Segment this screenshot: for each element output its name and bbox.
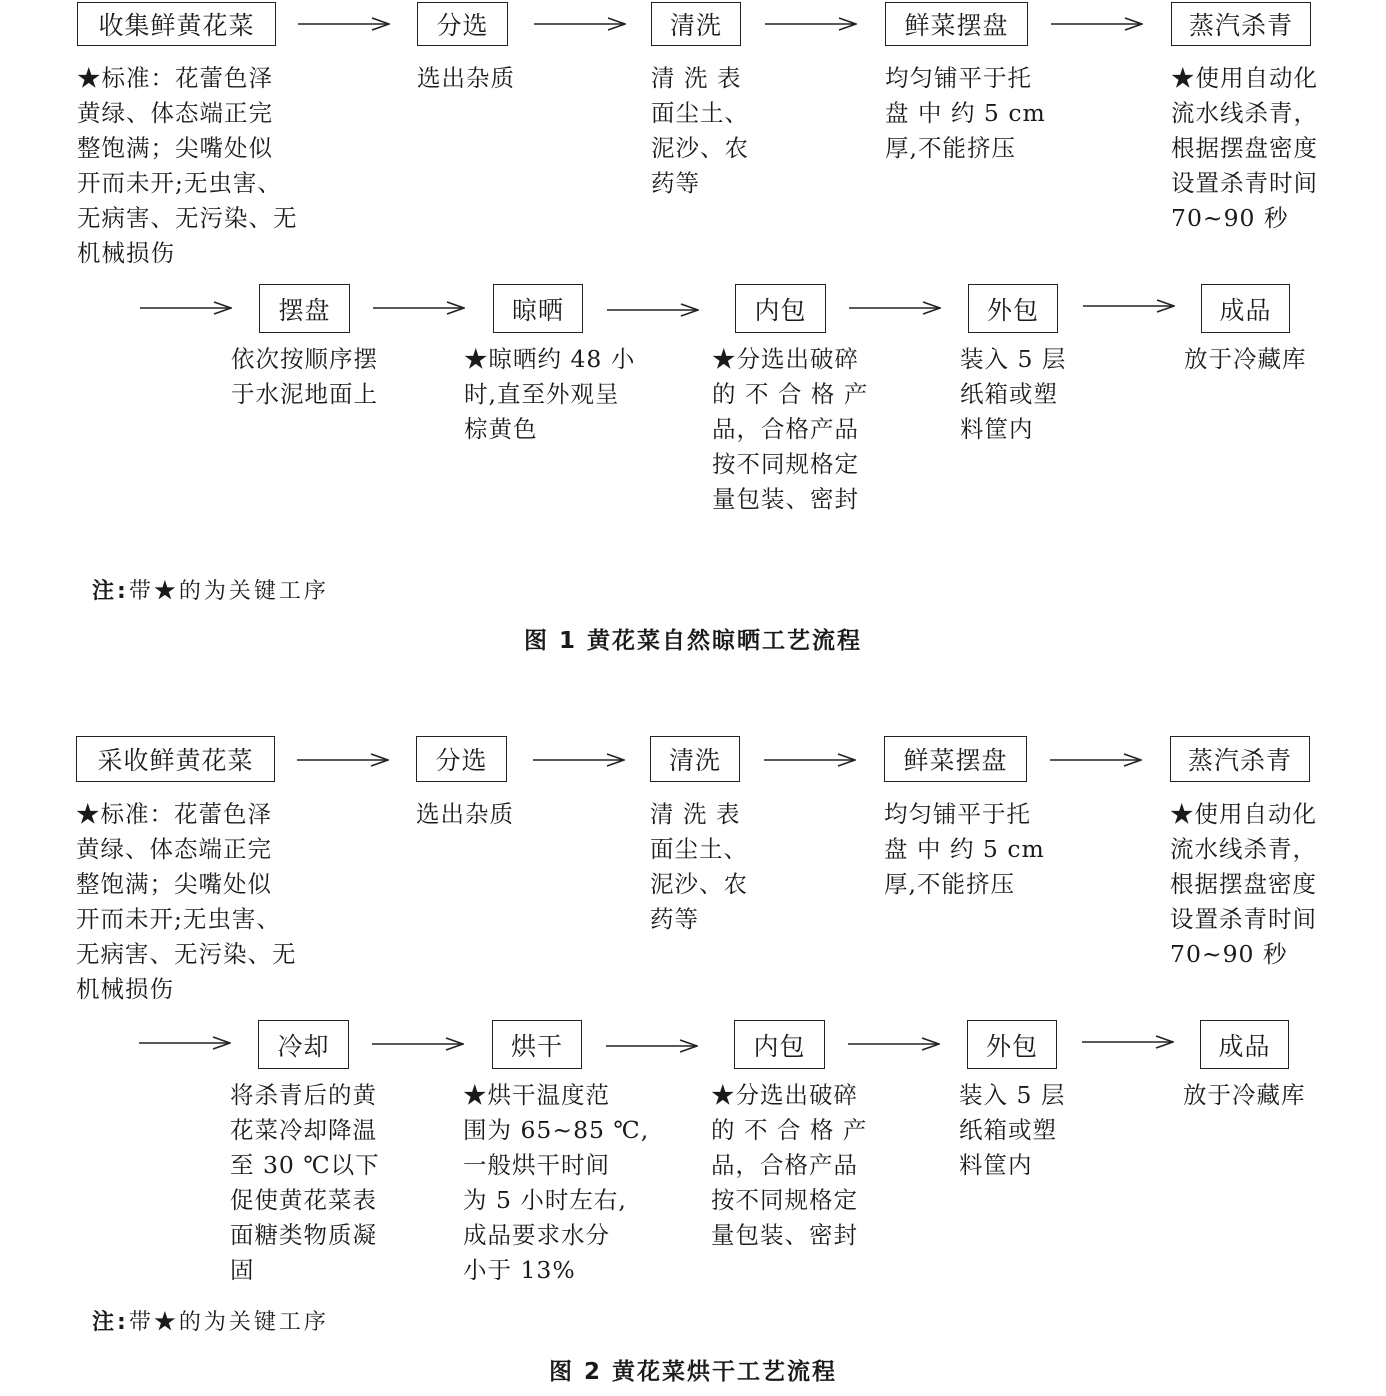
note-text: 带★的为关键工序 (128, 579, 329, 604)
desc-line: 的 不 合 格 产 (711, 1116, 868, 1144)
flow-arrow (1082, 1035, 1174, 1049)
desc-line: 花菜冷却降温 (230, 1116, 377, 1144)
flow-arrow (607, 303, 699, 317)
desc-line: 整饱满；尖嘴处似 (76, 870, 272, 898)
flow-arrow (372, 1037, 464, 1051)
desc-line: 70~90 秒 (1170, 940, 1288, 968)
desc-line: 黄绿、体态端正完 (76, 835, 272, 863)
flow-arrow (765, 17, 857, 31)
desc-line: 的 不 合 格 产 (712, 380, 869, 408)
step-desc-lay-out (231, 342, 378, 412)
desc-line: 量包装、密封 (711, 1221, 858, 1249)
desc-line: ★晾晒约 48 小 (464, 345, 636, 373)
step-desc-collect (77, 61, 298, 271)
desc-line: 均匀铺平于托 (885, 64, 1032, 92)
desc-line: 于水泥地面上 (231, 380, 378, 408)
step-desc-oven-dry (463, 1078, 649, 1288)
desc-line: 促使黄花菜表 (230, 1186, 377, 1214)
desc-line: 时,直至外观呈 (464, 380, 620, 408)
desc-line: 按不同规格定 (712, 450, 859, 478)
figure-caption: 图 2 黄花菜烘干工艺流程 (548, 1359, 838, 1385)
flow-arrow (849, 301, 941, 315)
desc-line: 清 洗 表 (650, 800, 741, 828)
step-desc-outer-pack (959, 1078, 1065, 1183)
flow-arrow (764, 753, 856, 767)
desc-line: 固 (230, 1256, 255, 1284)
desc-line: 纸箱或塑 (959, 1116, 1057, 1144)
desc-line: 开而未开;无虫害、 (76, 905, 281, 933)
note-prefix: 注: (92, 579, 129, 604)
flow-arrow-continuation (140, 301, 232, 315)
desc-line: 流水线杀青， (1171, 99, 1318, 127)
flow-arrow (1083, 299, 1175, 313)
desc-line: ★分选出破碎 (712, 345, 859, 373)
step-box-steam: 蒸汽杀青 (1171, 2, 1311, 46)
desc-line: 围为 65~85 ℃, (463, 1116, 650, 1144)
desc-line: 料筐内 (959, 1151, 1033, 1179)
desc-line: 成品要求水分 (463, 1221, 610, 1249)
desc-line: 小于 13% (463, 1256, 576, 1284)
step-box-tray: 鲜菜摆盘 (884, 736, 1027, 782)
desc-line: 机械损伤 (76, 975, 174, 1003)
desc-line: 放于冷藏库 (1184, 345, 1307, 373)
step-box-inner-pack: 内包 (735, 284, 826, 333)
desc-line: 根据摆盘密度 (1170, 870, 1317, 898)
desc-line: 设置杀青时间 (1171, 169, 1318, 197)
step-desc-steam (1171, 61, 1318, 236)
step-box-harvest: 采收鲜黄花菜 (76, 736, 275, 782)
desc-line: 量包装、密封 (712, 485, 859, 513)
step-box-wash: 清洗 (650, 736, 740, 782)
desc-line: 机械损伤 (77, 239, 175, 267)
desc-line: 选出杂质 (417, 64, 515, 92)
step-box-sort: 分选 (416, 736, 507, 782)
step-desc-wash (651, 61, 749, 201)
step-desc-sort (417, 61, 515, 96)
step-desc-harvest (76, 797, 297, 1007)
step-desc-wash (650, 797, 748, 937)
step-desc-steam (1170, 797, 1317, 972)
desc-line: ★分选出破碎 (711, 1081, 858, 1109)
desc-line: 整饱满；尖嘴处似 (77, 134, 273, 162)
step-box-steam: 蒸汽杀青 (1170, 736, 1310, 782)
step-box-lay-out: 摆盘 (259, 284, 350, 333)
flow-arrow (1051, 17, 1143, 31)
desc-line: 盘 中 约 5 cm (885, 99, 1046, 127)
flow-arrow (533, 753, 625, 767)
desc-line: 面糖类物质凝 (230, 1221, 377, 1249)
desc-line: ★标准：花蕾色泽 (76, 800, 272, 828)
step-box-sort: 分选 (417, 2, 508, 46)
desc-line: 设置杀青时间 (1170, 905, 1317, 933)
desc-line: 清 洗 表 (651, 64, 742, 92)
desc-line: 品，合格产品 (712, 415, 859, 443)
step-box-oven-dry: 烘干 (492, 1020, 582, 1069)
step-box-outer-pack: 外包 (968, 284, 1058, 333)
flow-arrow (534, 17, 626, 31)
desc-line: 泥沙、农 (651, 134, 749, 162)
desc-line: 厚,不能挤压 (884, 870, 1015, 898)
desc-line: ★烘干温度范 (463, 1081, 610, 1109)
desc-line: 药等 (650, 905, 699, 933)
step-desc-tray (884, 797, 1045, 902)
desc-line: 均匀铺平于托 (884, 800, 1031, 828)
desc-line: ★使用自动化 (1171, 64, 1318, 92)
desc-line: 面尘土、 (650, 835, 748, 863)
step-box-cool: 冷却 (258, 1020, 349, 1069)
desc-line: 泥沙、农 (650, 870, 748, 898)
desc-line: 无病害、无污染、无 (76, 940, 297, 968)
desc-line: 品，合格产品 (711, 1151, 858, 1179)
desc-line: 纸箱或塑 (960, 380, 1058, 408)
desc-line: 料筐内 (960, 415, 1034, 443)
flow-arrow (606, 1039, 698, 1053)
desc-line: 开而未开;无虫害、 (77, 169, 282, 197)
desc-line: ★使用自动化 (1170, 800, 1317, 828)
step-box-wash: 清洗 (651, 2, 741, 46)
flow-arrow (298, 17, 390, 31)
desc-line: 棕黄色 (464, 415, 538, 443)
step-desc-cool (230, 1078, 380, 1288)
step-desc-inner-pack (712, 342, 868, 517)
desc-line: 按不同规格定 (711, 1186, 858, 1214)
desc-line: 选出杂质 (416, 800, 514, 828)
step-desc-tray (885, 61, 1046, 166)
desc-line: ★标准：花蕾色泽 (77, 64, 273, 92)
desc-line: 药等 (651, 169, 700, 197)
note-text: 带★的为关键工序 (128, 1310, 329, 1335)
step-desc-finished (1184, 342, 1307, 377)
desc-line: 至 30 ℃以下 (230, 1151, 380, 1179)
step-box-inner-pack: 内包 (734, 1020, 825, 1069)
desc-line: 装入 5 层 (959, 1081, 1066, 1109)
flow-arrow-continuation (139, 1036, 231, 1050)
desc-line: 盘 中 约 5 cm (884, 835, 1045, 863)
desc-line: 依次按顺序摆 (231, 345, 378, 373)
step-box-tray: 鲜菜摆盘 (885, 2, 1028, 46)
figure-note (92, 574, 329, 605)
desc-line: 放于冷藏库 (1183, 1081, 1306, 1109)
desc-line: 一般烘干时间 (463, 1151, 610, 1179)
step-desc-outer-pack (960, 342, 1066, 447)
step-box-finished: 成品 (1200, 1020, 1289, 1069)
step-box-sun-dry: 晾晒 (493, 284, 583, 333)
desc-line: 黄绿、体态端正完 (77, 99, 273, 127)
step-desc-sun-dry (464, 342, 635, 447)
figure-caption: 图 1 黄花菜自然晾晒工艺流程 (523, 628, 863, 654)
step-box-outer-pack: 外包 (967, 1020, 1057, 1069)
flow-arrow (373, 301, 465, 315)
flow-arrow (848, 1037, 940, 1051)
step-desc-finished (1183, 1078, 1306, 1113)
step-desc-inner-pack (711, 1078, 867, 1253)
figure-note (92, 1305, 329, 1336)
desc-line: 面尘土、 (651, 99, 749, 127)
step-desc-sort (416, 797, 514, 832)
step-box-collect: 收集鲜黄花菜 (77, 2, 276, 46)
desc-line: 装入 5 层 (960, 345, 1067, 373)
note-prefix: 注: (92, 1310, 129, 1335)
desc-line: 厚,不能挤压 (885, 134, 1016, 162)
desc-line: 无病害、无污染、无 (77, 204, 298, 232)
desc-line: 根据摆盘密度 (1171, 134, 1318, 162)
step-box-finished: 成品 (1201, 284, 1290, 333)
desc-line: 70~90 秒 (1171, 204, 1289, 232)
flow-arrow (1050, 753, 1142, 767)
desc-line: 将杀青后的黄 (230, 1081, 377, 1109)
desc-line: 为 5 小时左右, (463, 1186, 627, 1214)
desc-line: 流水线杀青， (1170, 835, 1317, 863)
flow-arrow (297, 753, 389, 767)
